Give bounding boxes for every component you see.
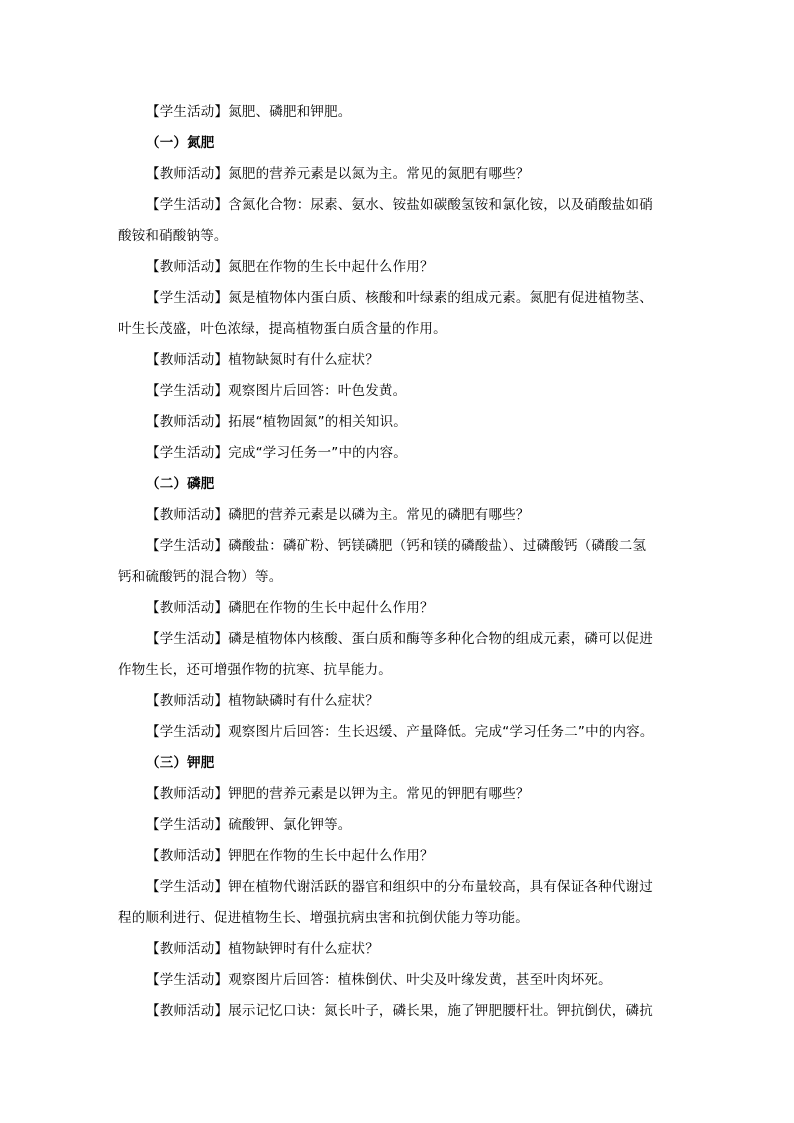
paragraph-line: 【学生活动】氮是植物体内蛋白质、核酸和叶绿素的组成元素。氮肥有促进植物茎、 (146, 290, 653, 306)
paragraph-line: 钙和硫酸钙的混合物）等。 (118, 569, 283, 585)
paragraph-line: 【教师活动】展示记忆口诀：氮长叶子，磷长果，施了钾肥腰杆壮。钾抗倒伏，磷抗 (146, 1003, 653, 1019)
paragraph-line: 【教师活动】钾肥的营养元素是以钾为主。常见的钾肥有哪些？ (146, 786, 530, 802)
paragraph-line: 【教师活动】植物缺磷时有什么症状？ (146, 693, 379, 709)
paragraph-line: 【教师活动】氮肥在作物的生长中起什么作用？ (146, 259, 434, 275)
paragraph-line: 【学生活动】观察图片后回答：叶色发黄。 (146, 383, 407, 399)
paragraph-line: 【学生活动】硫酸钾、氯化钾等。 (146, 817, 352, 833)
paragraph-line: 【教师活动】氮肥的营养元素是以氮为主。常见的氮肥有哪些？ (146, 166, 530, 182)
paragraph-line: 【学生活动】含氮化合物：尿素、氨水、铵盐如碳酸氢铵和氯化铵，以及硝酸盐如硝 (146, 197, 653, 213)
paragraph-line: 【学生活动】磷酸盐：磷矿粉、钙镁磷肥（钙和镁的磷酸盐）、过磷酸钙（磷酸二氢 (146, 538, 647, 554)
paragraph-line: 【教师活动】钾肥在作物的生长中起什么作用？ (146, 848, 434, 864)
paragraph-line: 【学生活动】磷是植物体内核酸、蛋白质和酶等多种化合物的组成元素，磷可以促进 (146, 631, 653, 647)
paragraph-line: 酸铵和硝酸钠等。 (118, 228, 228, 244)
paragraph-line: 【学生活动】观察图片后回答：生长迟缓、产量降低。完成“学习任务二”中的内容。 (146, 724, 654, 740)
paragraph-line: 作物生长，还可增强作物的抗寒、抗旱能力。 (118, 662, 392, 678)
section-heading-phosphorus: （二）磷肥 (146, 476, 215, 492)
paragraph-line: 【学生活动】氮肥、磷肥和钾肥。 (146, 104, 352, 120)
paragraph-line: 【学生活动】完成“学习任务一”中的内容。 (146, 445, 407, 461)
paragraph-line: 【教师活动】植物缺氮时有什么症状？ (146, 352, 379, 368)
paragraph-line: 【学生活动】观察图片后回答：植株倒伏、叶尖及叶缘发黄，甚至叶肉坏死。 (146, 972, 612, 988)
paragraph-line: 叶生长茂盛，叶色浓绿，提高植物蛋白质含量的作用。 (118, 321, 447, 337)
paragraph-line: 【教师活动】磷肥在作物的生长中起什么作用？ (146, 600, 434, 616)
paragraph-line: 【学生活动】钾在植物代谢活跃的器官和组织中的分布量较高，具有保证各种代谢过 (146, 879, 653, 895)
section-heading-nitrogen: （一）氮肥 (146, 135, 215, 151)
paragraph-line: 【教师活动】磷肥的营养元素是以磷为主。常见的磷肥有哪些？ (146, 507, 530, 523)
paragraph-line: 【教师活动】植物缺钾时有什么症状？ (146, 941, 379, 957)
paragraph-line: 【教师活动】拓展“植物固氮”的相关知识。 (146, 414, 407, 430)
paragraph-line: 程的顺利进行、促进植物生长、增强抗病虫害和抗倒伏能力等功能。 (118, 910, 529, 926)
section-heading-potassium: （三）钾肥 (146, 755, 215, 771)
